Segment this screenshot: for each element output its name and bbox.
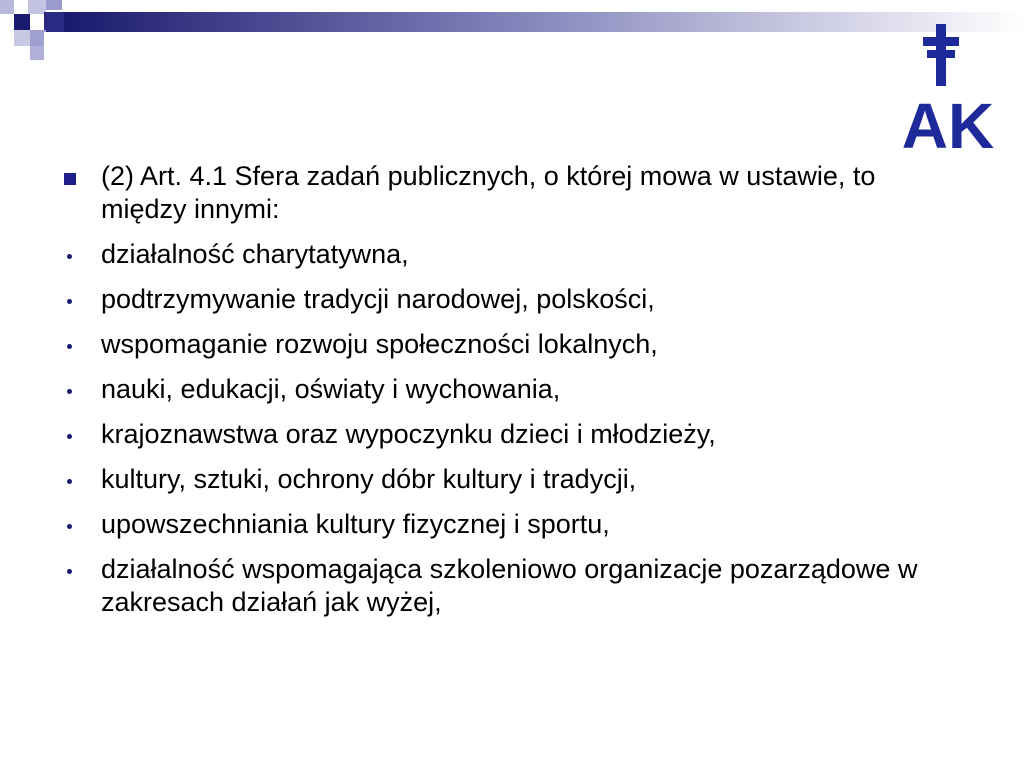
logo-text: AK (901, 90, 995, 156)
list-item (62, 238, 962, 271)
list-item-text: podtrzymywanie tradycji narodowej, polskości, (101, 284, 655, 314)
list-item-text: kultury, sztuki, ochrony dóbr kultury i tradycji, (101, 464, 637, 494)
list-item (62, 328, 962, 361)
list-item (62, 373, 962, 406)
decor-square-8 (0, 30, 14, 44)
dot-bullet-icon (67, 524, 72, 529)
lead-item (62, 160, 962, 226)
dot-bullet-icon (67, 299, 72, 304)
list-item-text: działalność wspomagająca szkoleniowo organizacje pozarządowe w zakresach działań jak wyżej, (101, 554, 918, 617)
decor-square-1 (0, 0, 14, 14)
decor-square-5 (14, 14, 30, 30)
dot-bullet-icon (67, 389, 72, 394)
list-item-text: krajoznawstwa oraz wypoczynku dzieci i młodzieży, (101, 419, 716, 449)
list-item (62, 463, 962, 496)
list-item-text: upowszechniania kultury fizycznej i sportu, (101, 509, 610, 539)
dot-bullet-icon (67, 479, 72, 484)
list-item (62, 283, 962, 316)
list-item-text: działalność charytatywna, (101, 239, 409, 269)
dot-bullet-icon (67, 434, 72, 439)
decor-square-11 (44, 32, 60, 46)
dot-bullet-icon (67, 569, 72, 574)
decor-square-2 (14, 0, 28, 14)
list-item (62, 553, 962, 619)
list-item (62, 508, 962, 541)
decor-square-7 (44, 12, 64, 32)
lead-text: (2) Art. 4.1 Sfera zadań publicznych, o której mowa w ustawie, to między innymi: (101, 161, 876, 224)
decor-square-6 (30, 14, 44, 28)
list-item-text: nauki, edukacji, oświaty i wychowania, (101, 374, 561, 404)
cross-icon (923, 24, 959, 86)
header-gradient-bar (64, 12, 1024, 32)
list-item-text: wspomaganie rozwoju społeczności lokalnych, (101, 329, 658, 359)
decor-square-12 (30, 46, 44, 60)
decor-square-4 (46, 0, 62, 10)
square-bullet-icon (64, 173, 76, 185)
ak-cross-logo (898, 20, 998, 156)
list-item (62, 418, 962, 451)
dot-bullet-icon (67, 254, 72, 259)
slide-content (62, 160, 962, 631)
dot-bullet-icon (67, 344, 72, 349)
decor-square-9 (14, 30, 30, 46)
